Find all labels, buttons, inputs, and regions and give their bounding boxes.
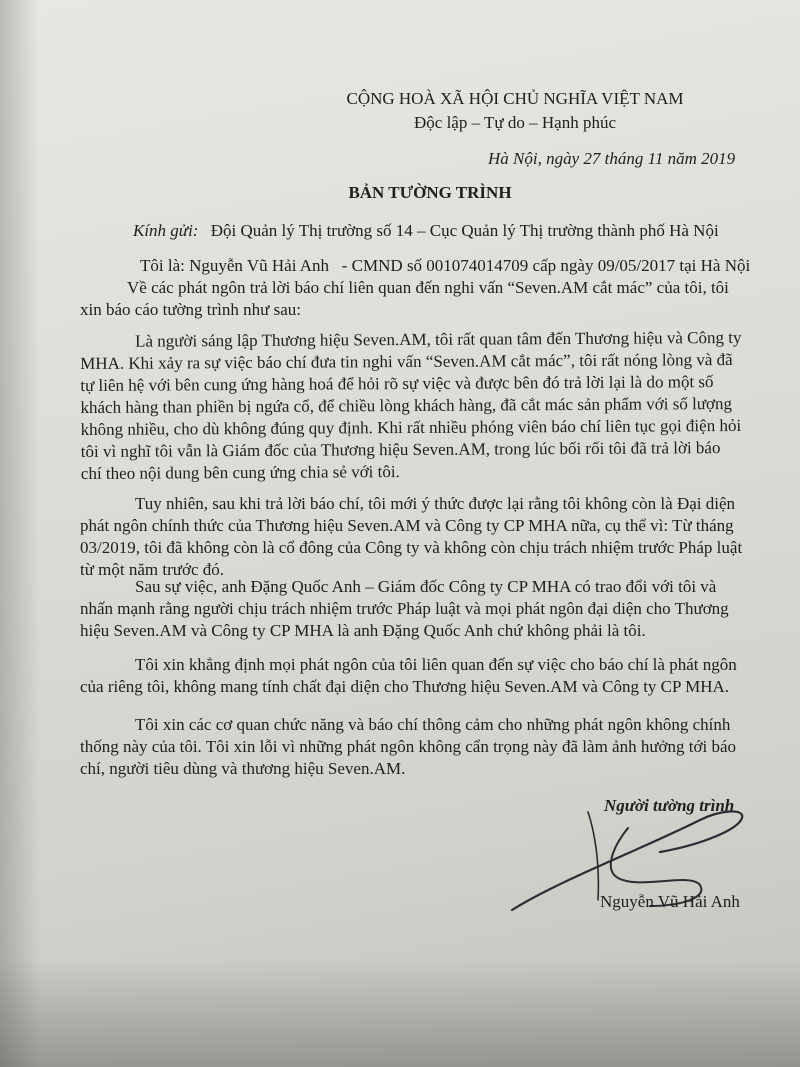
paragraph-line: của riêng tôi, không mang tính chất đại diện cho Thương hiệu Seven.AM và Công ty CP MHA.	[80, 677, 730, 696]
page-shadow-bottom	[0, 957, 800, 1067]
paragraph-line: 03/2019, tôi đã không còn là cổ đông của Công ty và không còn chịu trách nhiệm trước Pháp luật	[80, 538, 743, 557]
paragraph-line: Là người sáng lập Thương hiệu Seven.AM, tôi rất quan tâm đến Thương hiệu và Công ty	[135, 327, 742, 351]
paragraph-line: Tôi xin các cơ quan chức năng và báo chí thông cảm cho những phát ngôn không chính	[135, 715, 731, 734]
paragraph-line: nhấn mạnh rằng người chịu trách nhiệm trước Pháp luật và mọi phát ngôn đại diện cho Thương	[80, 599, 729, 618]
signature-stroke	[588, 812, 598, 900]
paragraph-line: MHA. Khi xảy ra sự việc báo chí đưa tin nghi vấn “Seven.AM cắt mác”, tôi rất nóng lòng và đã	[80, 350, 733, 373]
recipient-label: Kính gửi:	[133, 221, 199, 240]
paragraph-line: hiệu Seven.AM và Công ty CP MHA là anh Đặng Quốc Anh chứ không phải là tôi.	[80, 621, 646, 640]
header-motto: Độc lập – Tự do – Hạnh phúc	[414, 113, 616, 132]
paragraph-line: Sau sự việc, anh Đặng Quốc Anh – Giám đốc Công ty CP MHA có trao đổi với tôi và	[135, 577, 717, 596]
document-title: BẢN TƯỜNG TRÌNH	[348, 183, 512, 202]
page-shadow-left	[0, 0, 40, 1067]
intro-line: xin báo cáo tường trình như sau:	[80, 300, 301, 319]
paragraph-line: chí, người tiêu dùng và thương hiệu Seven.AM.	[80, 759, 406, 778]
paragraph-line: Tuy nhiên, sau khi trả lời báo chí, tôi mới ý thức được lại rằng tôi không còn là Đại diện	[135, 494, 736, 513]
paragraph-line: khách hàng than phiền bị ngứa cổ, để chiều lòng khách hàng, đã cắt mác sản phẩm với số lượng	[80, 394, 733, 417]
recipient-value: Đội Quản lý Thị trường số 14 – Cục Quản lý Thị trường thành phố Hà Nội	[210, 221, 719, 240]
signer-role: Người tường trình	[604, 796, 735, 815]
paragraph-3	[80, 576, 729, 642]
paragraph-line: Tôi xin khẳng định mọi phát ngôn của tôi liên quan đến sự việc cho báo chí là phát ngôn	[135, 655, 737, 674]
paragraph-line: thống này của tôi. Tôi xin lỗi vì những phát ngôn không cẩn trọng này đã làm ảnh hưởng tới báo	[80, 737, 737, 756]
paragraph-5	[80, 714, 736, 780]
paragraph-line: phát ngôn chính thức của Thương hiệu Seven.AM và Công ty CP MHA nữa, cụ thể vì: Từ tháng	[80, 516, 734, 535]
intro-line: Về các phát ngôn trả lời báo chí liên quan đến nghi vấn “Seven.AM cắt mác” của tôi, tôi	[127, 278, 729, 297]
paragraph-line: từ một năm trước đó.	[80, 560, 225, 579]
paragraph-line: không nhiều, cho dù không đúng quy định. Khi rất nhiều phóng viên báo chí liên tục gọi điện hỏi	[80, 415, 742, 439]
paragraph-line: tự liên hệ với bên cung ứng hàng hoá để hỏi rõ sự việc và được bên đó trả lời lại là do một số	[80, 372, 714, 395]
date-line: Hà Nội, ngày 27 tháng 11 năm 2019	[488, 149, 736, 168]
paragraph-line: tôi vì nghĩ tôi vẫn là Giám đốc của Thương hiệu Seven.AM, trong lúc bối rối tôi đã trả lời báo	[80, 438, 721, 461]
signer-name: Nguyễn Vũ Hải Anh	[600, 892, 740, 911]
recipient-line	[133, 220, 719, 242]
paragraph-1	[80, 327, 742, 485]
identity-line: Tôi là: Nguyễn Vũ Hải Anh - CMND số 001074014709 cấp ngày 09/05/2017 tại Hà Nội	[140, 256, 751, 275]
paragraph-2	[80, 493, 742, 581]
header-country: CỘNG HOÀ XÃ HỘI CHỦ NGHĨA VIỆT NAM	[346, 89, 684, 108]
intro-paragraph	[80, 277, 729, 321]
paragraph-4	[80, 654, 737, 698]
paragraph-line: chí theo nội dung bên cung ứng chia sẻ với tôi.	[80, 462, 400, 483]
